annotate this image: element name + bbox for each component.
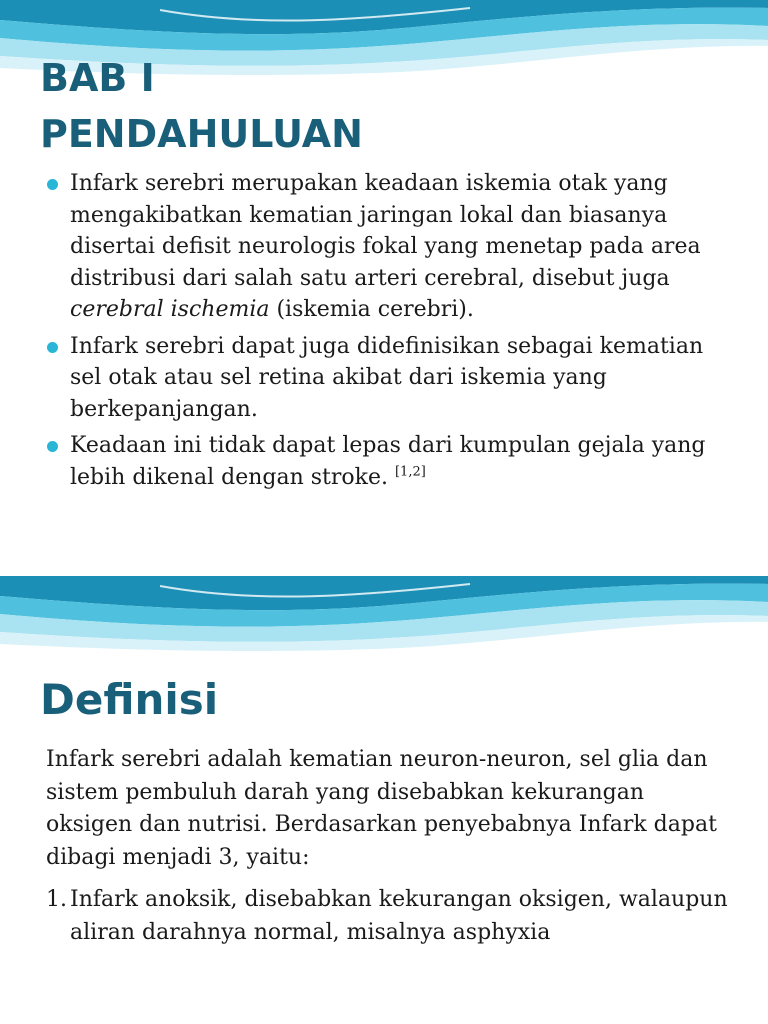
bullet-italic-text: cerebral ischemia <box>70 297 270 322</box>
list-item <box>45 430 725 493</box>
list-item <box>45 168 725 326</box>
numbered-list <box>46 884 736 949</box>
list-item <box>46 884 736 949</box>
page-title <box>40 50 363 162</box>
list-item <box>45 331 725 426</box>
title-line-2: PENDAHULUAN <box>40 112 363 156</box>
wave-header-decoration <box>0 576 768 666</box>
bullet-list <box>45 168 725 498</box>
bullet-text: Infark serebri dapat juga didefinisikan sebagai kematian sel otak atau sel retina akibat dari iskemia yang berkepanjangan. <box>70 333 704 422</box>
list-number: 1. <box>46 887 67 912</box>
slide-gap <box>0 512 768 576</box>
bullet-icon <box>47 441 58 452</box>
section-title: Definisi <box>40 675 219 724</box>
reference-citation: [1,2] <box>394 464 426 480</box>
list-item-text: Infark anoksik, disebabkan kekurangan oksigen, walaupun aliran darahnya normal, misalnya asphyxia <box>70 887 728 945</box>
bullet-text: Infark serebri merupakan keadaan iskemia otak yang mengakibatkan kematian jaringan lokal dan biasanya disertai defisit neurologis fokal yang menetap pada area distribusi dari salah satu arteri cerebral, disebut juga <box>70 171 701 291</box>
slide-definisi <box>0 576 768 1024</box>
bullet-icon <box>47 342 58 353</box>
title-line-1: BAB I <box>40 56 155 100</box>
definition-paragraph: Infark serebri adalah kematian neuron-neuron, sel glia dan sistem pembuluh darah yang disebabkan kekurangan oksigen dan nutrisi. Berdasarkan penyebabnya Infark dapat dibagi menjadi 3, yaitu: <box>46 747 717 870</box>
bullet-icon <box>47 179 58 190</box>
bullet-text-end: (iskemia cerebri). <box>269 297 474 322</box>
bullet-text: Keadaan ini tidak dapat lepas dari kumpulan gejala yang lebih dikenal dengan stroke. <box>70 433 706 490</box>
